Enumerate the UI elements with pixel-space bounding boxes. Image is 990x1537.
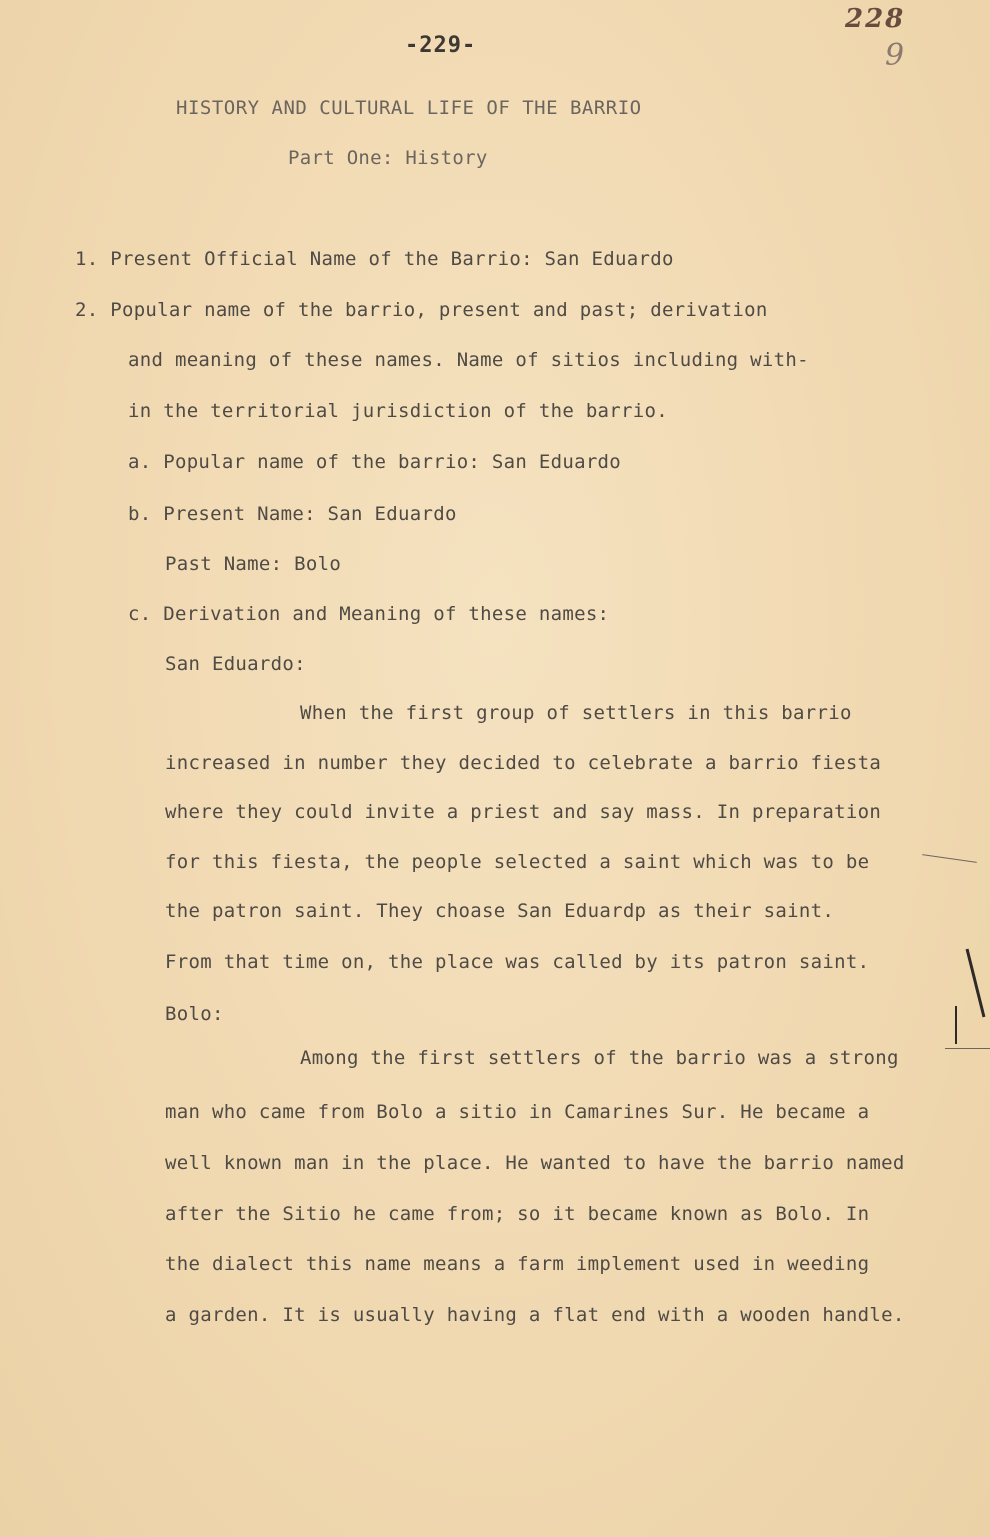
body-line-4: in the territorial jurisdiction of the barrio. xyxy=(128,400,668,422)
body-line-16: Bolo: xyxy=(165,1003,224,1025)
document-subtitle: Part One: History xyxy=(288,147,488,169)
body-line-11: increased in number they decided to celebrate a barrio fiesta xyxy=(165,752,882,774)
body-line-22: a garden. It is usually having a flat end with a wooden handle. xyxy=(165,1304,905,1326)
handwritten-sub-number: 9 xyxy=(885,38,905,73)
body-line-15: From that time on, the place was called by its patron saint. xyxy=(165,951,870,973)
body-line-7: Past Name: Bolo xyxy=(165,553,342,575)
body-line-17: Among the first settlers of the barrio was a strong xyxy=(300,1047,899,1069)
body-line-6: b. Present Name: San Eduardo xyxy=(128,503,457,525)
body-line-19: well known man in the place. He wanted to have the barrio named xyxy=(165,1152,905,1174)
body-line-14: the patron saint. They choase San Eduardp as their saint. xyxy=(165,900,835,922)
body-line-1: 1. Present Official Name of the Barrio: San Eduardo xyxy=(75,248,674,270)
body-line-12: where they could invite a priest and say mass. In preparation xyxy=(165,801,882,823)
body-line-2: 2. Popular name of the barrio, present and past; derivation xyxy=(75,299,768,321)
body-line-9: San Eduardo: xyxy=(165,653,306,675)
document-title: HISTORY AND CULTURAL LIFE OF THE BARRIO xyxy=(176,97,642,119)
body-line-10: When the first group of settlers in this barrio xyxy=(300,702,852,724)
handwritten-folio-number: 228 xyxy=(845,4,906,34)
margin-bracket-mark-lower xyxy=(955,1006,957,1044)
body-line-3: and meaning of these names. Name of sitios including with- xyxy=(128,349,809,371)
body-line-8: c. Derivation and Meaning of these names: xyxy=(128,603,610,625)
margin-dash-mark xyxy=(922,854,977,863)
body-line-13: for this fiesta, the people selected a saint which was to be xyxy=(165,851,870,873)
body-line-20: after the Sitio he came from; so it became known as Bolo. In xyxy=(165,1203,870,1225)
body-line-5: a. Popular name of the barrio: San Eduardo xyxy=(128,451,622,473)
margin-bracket-mark-upper xyxy=(966,949,986,1018)
page-number: -229- xyxy=(405,33,477,58)
body-line-18: man who came from Bolo a sitio in Camarines Sur. He became a xyxy=(165,1101,870,1123)
margin-underline-mark xyxy=(945,1048,990,1049)
body-line-21: the dialect this name means a farm implement used in weeding xyxy=(165,1253,870,1275)
